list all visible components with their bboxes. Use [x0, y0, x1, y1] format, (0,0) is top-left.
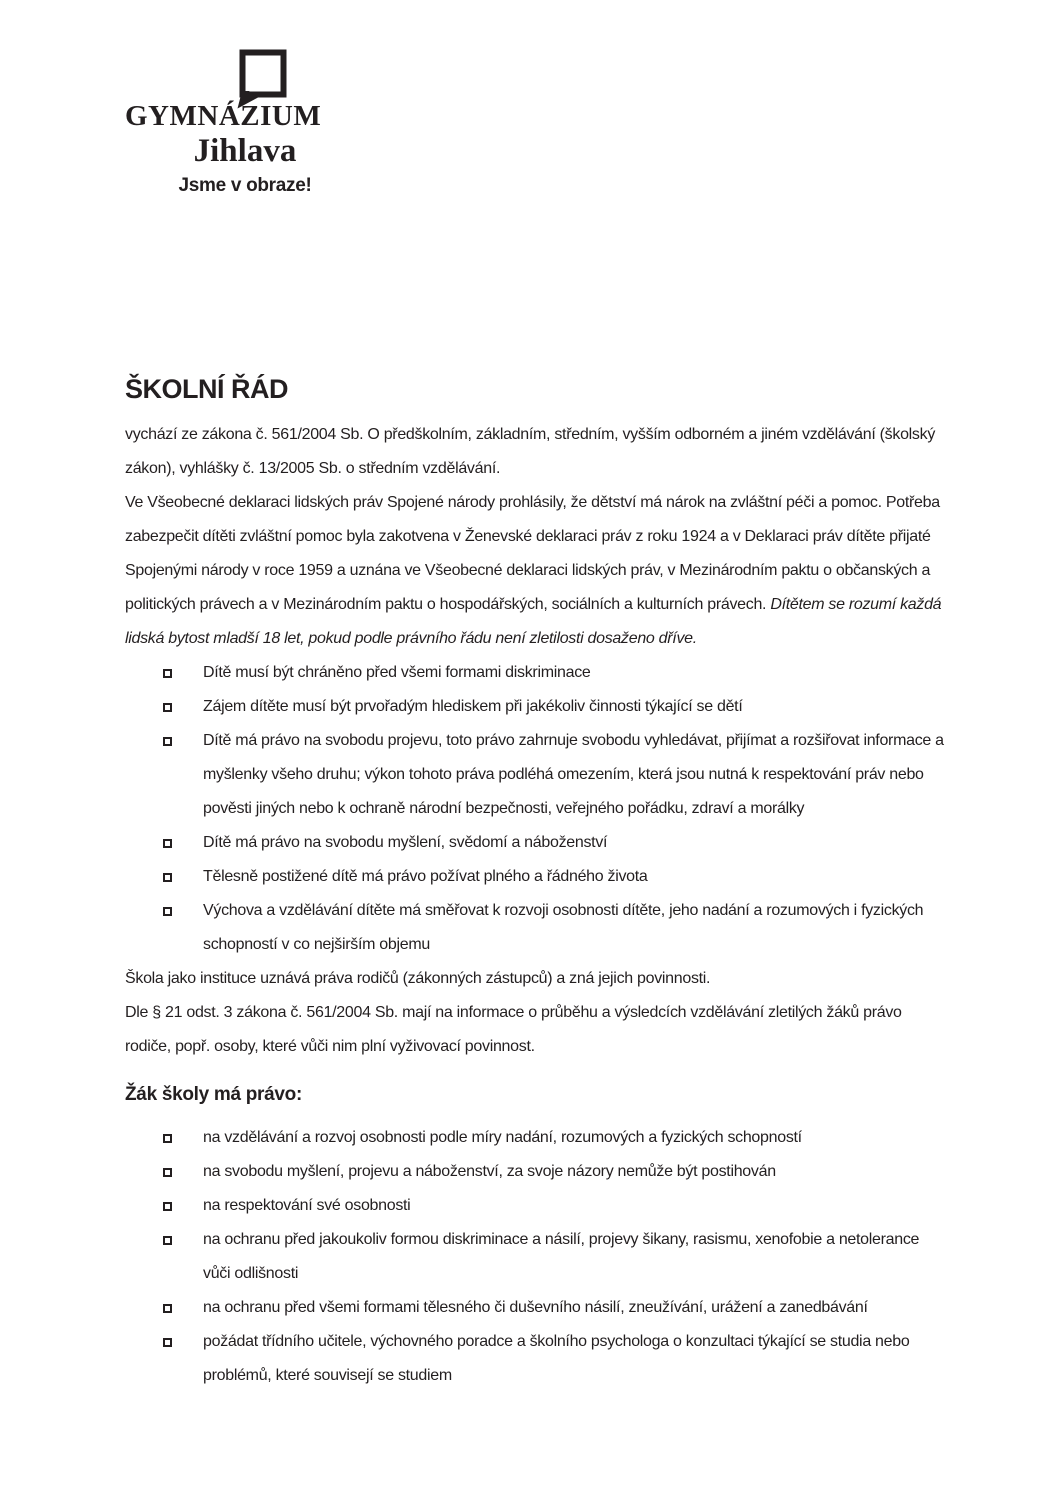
logo-tagline: Jsme v obraze! — [178, 175, 312, 196]
list-item — [125, 1155, 945, 1189]
square-bullet-icon — [163, 1134, 172, 1143]
list-item-text: na ochranu před všemi formami tělesného či duševního násilí, zneužívání, urážení a zanedbávání — [203, 1299, 868, 1316]
list-item-text: Tělesně postižené dítě má právo požívat plného a řádného života — [203, 868, 648, 885]
declaration-paragraph — [125, 486, 945, 656]
list-item-text: na svobodu myšlení, projevu a náboženství, za svoje názory nemůže být postihován — [203, 1163, 776, 1180]
list-item-text: na ochranu před jakoukoliv formou diskriminace a násilí, projevy šikany, rasismu, xenofobie a netolerance vůči odlišnosti — [203, 1231, 920, 1282]
list-item — [125, 1223, 945, 1291]
list-item-text: Dítě má právo na svobodu projevu, toto právo zahrnuje svobodu vyhledávat, přijímat a rozšiřovat informace a myšlenky všeho druhu; výkon tohoto práva podléhá omezením, která jsou nutná k respektování práv nebo pověsti jiných nebo k ochraně národní bezpečnosti, veřejného pořádku, zdraví a morálky — [203, 732, 944, 817]
square-bullet-icon — [163, 1236, 172, 1245]
square-bullet-icon — [163, 839, 172, 848]
declaration-text: Ve Všeobecné deklaraci lidských práv Spojené národy prohlásily, že dětství má nárok na zvláštní péči a pomoc. Potřeba zabezpečit dítěti zvláštní pomoc byla zakotvena v Ženevské deklaraci práv z roku 1924 a v Deklaraci práv dítěte přijaté Spojenými národy v roce 1959 a uznána ve Všeobecné deklaraci lidských práv, v Mezinárodním paktu o občanských a politických právech a v Mezinárodním paktu o hospodářských, sociálních a kulturních právech. — [125, 494, 940, 613]
list-item — [125, 690, 945, 724]
document-content — [125, 372, 945, 1393]
square-bullet-icon — [163, 873, 172, 882]
list-item-text: požádat třídního učitele, výchovného poradce a školního psychologa o konzultaci týkající se studia nebo problémů, které souvisejí se studiem — [203, 1333, 910, 1384]
student-rights-heading: Žák školy má právo: — [125, 1084, 302, 1105]
list-item-text: na respektování své osobnosti — [203, 1197, 411, 1214]
list-item — [125, 894, 945, 962]
list-item-text: na vzdělávání a rozvoj osobnosti podle míry nadání, rozumových a fyzických schopností — [203, 1129, 802, 1146]
document-title: ŠKOLNÍ ŘÁD — [125, 374, 288, 404]
list-item-text: Dítě má právo na svobodu myšlení, svědomí a náboženství — [203, 834, 608, 851]
square-bullet-icon — [163, 1168, 172, 1177]
list-item-text: Dítě musí být chráněno před všemi formami diskriminace — [203, 664, 591, 681]
list-item — [125, 860, 945, 894]
square-bullet-icon — [163, 737, 172, 746]
child-rights-list — [125, 656, 945, 962]
school-recognition-paragraph: Škola jako instituce uznává práva rodičů (zákonných zástupců) a zná jejich povinnosti. — [125, 970, 711, 987]
list-item-text: Zájem dítěte musí být prvořadým hlediskem při jakékoliv činnosti týkající se dětí — [203, 698, 743, 715]
list-item — [125, 826, 945, 860]
declaration-definition-italic: Dítětem se rozumí každá lidská bytost mladší 18 let, pokud podle právního řádu není zletilosti dosaženo dříve. — [125, 596, 942, 647]
square-bullet-icon — [163, 703, 172, 712]
adult-students-info-paragraph: Dle § 21 odst. 3 zákona č. 561/2004 Sb. mají na informace o průběhu a výsledcích vzdělávání zletilých žáků právo rodiče, popř. osoby, které vůči nim plní vyživovací povinnost. — [125, 1004, 902, 1055]
square-bullet-icon — [163, 1304, 172, 1313]
list-item — [125, 1325, 945, 1393]
list-item — [125, 724, 945, 826]
square-bullet-icon — [163, 669, 172, 678]
list-item — [125, 1189, 945, 1223]
square-bullet-icon — [163, 907, 172, 916]
list-item — [125, 1121, 945, 1155]
logo-city: Jihlava — [193, 133, 297, 169]
intro-paragraph: vychází ze zákona č. 561/2004 Sb. O předškolním, základním, středním, vyšším odborném a jiném vzdělávání (školský zákon), vyhlášky č. 13/2005 Sb. o středním vzdělávání. — [125, 426, 936, 477]
logo-school-name: GYMNÁZIUM — [125, 100, 322, 132]
square-bullet-icon — [163, 1338, 172, 1347]
list-item — [125, 1291, 945, 1325]
square-bullet-icon — [163, 1202, 172, 1211]
school-logo — [125, 48, 337, 198]
list-item — [125, 656, 945, 690]
list-item-text: Výchova a vzdělávání dítěte má směřovat k rozvoji osobnosti dítěte, jeho nadání a rozumových i fyzických schopností v co nejširším objemu — [203, 902, 924, 953]
student-rights-list — [125, 1121, 945, 1393]
